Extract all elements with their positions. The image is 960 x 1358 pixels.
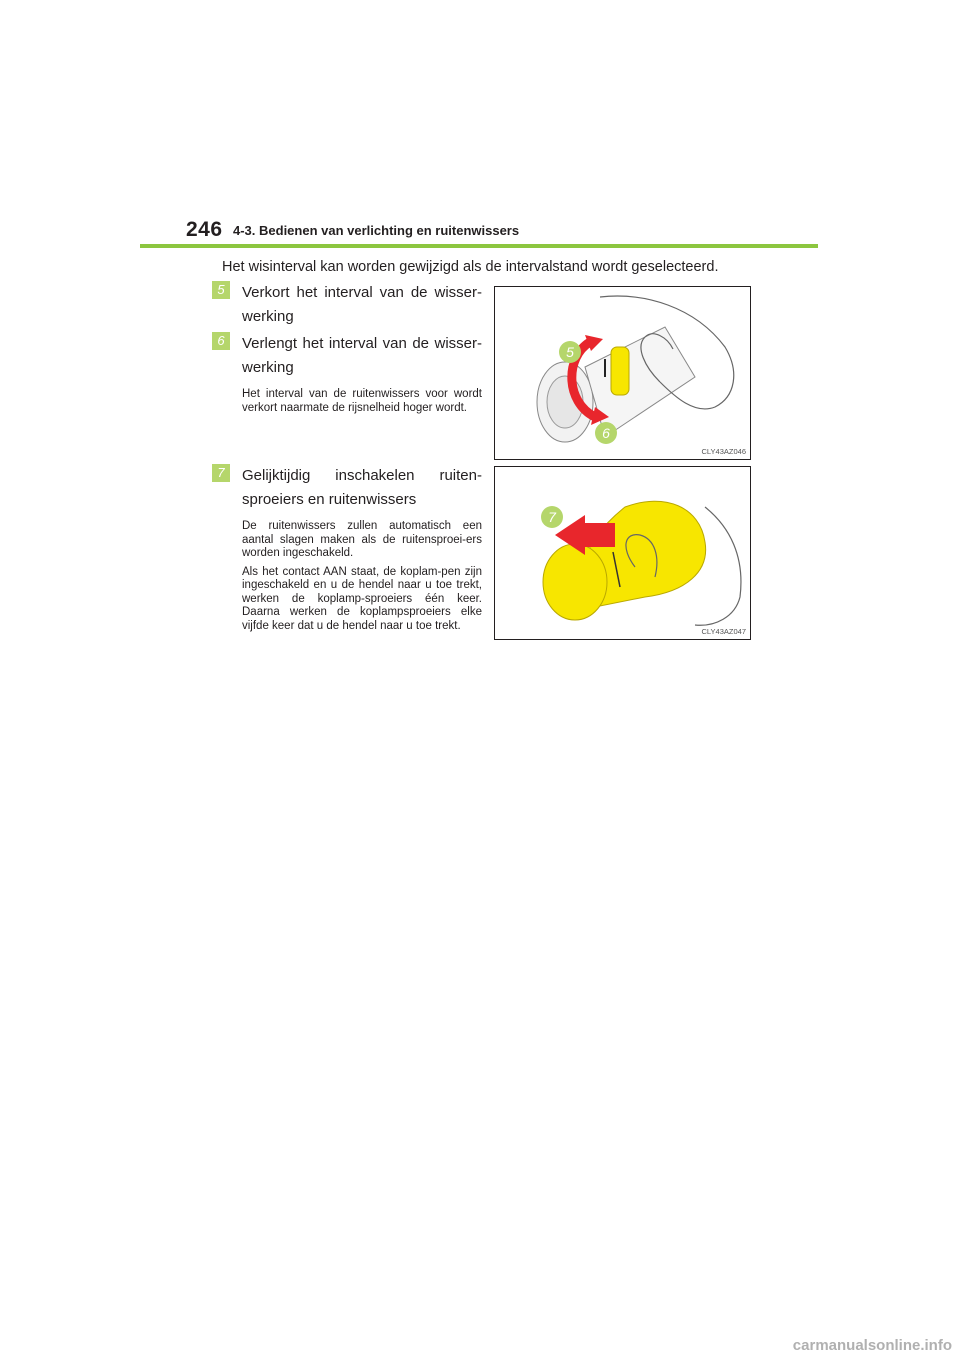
step-6-badge: 6: [212, 332, 230, 350]
step-7-title: Gelijktijdig inschakelen ruiten-sproeiers en ruitenwissers: [242, 467, 482, 508]
figure-code-1: CLY43AZ046: [701, 447, 746, 456]
label-7: [541, 506, 563, 528]
step-6: [212, 332, 482, 415]
step-5-title: Verkort het interval van de wisser-werking: [242, 284, 482, 325]
svg-text:7: 7: [548, 509, 556, 525]
header-rule: [140, 244, 818, 248]
intro-text: Het wisinterval kan worden gewijzigd als de intervalstand wordt geselecteerd.: [222, 259, 719, 275]
figure-wiper-interval: [494, 286, 751, 460]
figure-code-2: CLY43AZ047: [701, 627, 746, 636]
step-6-note: Het interval van de ruitenwissers voor wordt verkort naarmate de rijsnelheid hoger wordt.: [242, 388, 482, 414]
watermark: carmanualsonline.info: [792, 1337, 952, 1354]
svg-text:5: 5: [566, 344, 574, 360]
step-7-badge: 7: [212, 464, 230, 482]
washer-pull-illustration: [495, 467, 750, 639]
step-7-note-2: Als het contact AAN staat, de koplam-pen zijn ingeschakeld en u de hendel naar u toe trekt, werken de koplamp-sproeiers één keer. Daarna werken de koplampsproeiers elke vijfde keer dat u de hendel naar u toe trekt.: [242, 565, 482, 632]
svg-text:6: 6: [602, 425, 610, 441]
page-number: 246: [186, 218, 223, 241]
lever-end: [543, 544, 607, 620]
wiper-interval-illustration: [495, 287, 750, 459]
section-title: 4-3. Bedienen van verlichting en ruitenwissers: [233, 223, 520, 238]
step-6-title: Verlengt het interval van de wisser-werking: [242, 335, 482, 376]
step-7-note-1: De ruitenwissers zullen automatisch een aantal slagen maken als de ruitensproei-ers worden ingeschakeld.: [242, 520, 482, 559]
step-5: [212, 281, 482, 329]
label-5: [559, 341, 581, 363]
step-5-badge: 5: [212, 281, 230, 299]
label-6: [595, 422, 617, 444]
step-7: [212, 464, 482, 633]
figure-washer-pull: [494, 466, 751, 640]
interval-ring: [611, 347, 629, 395]
